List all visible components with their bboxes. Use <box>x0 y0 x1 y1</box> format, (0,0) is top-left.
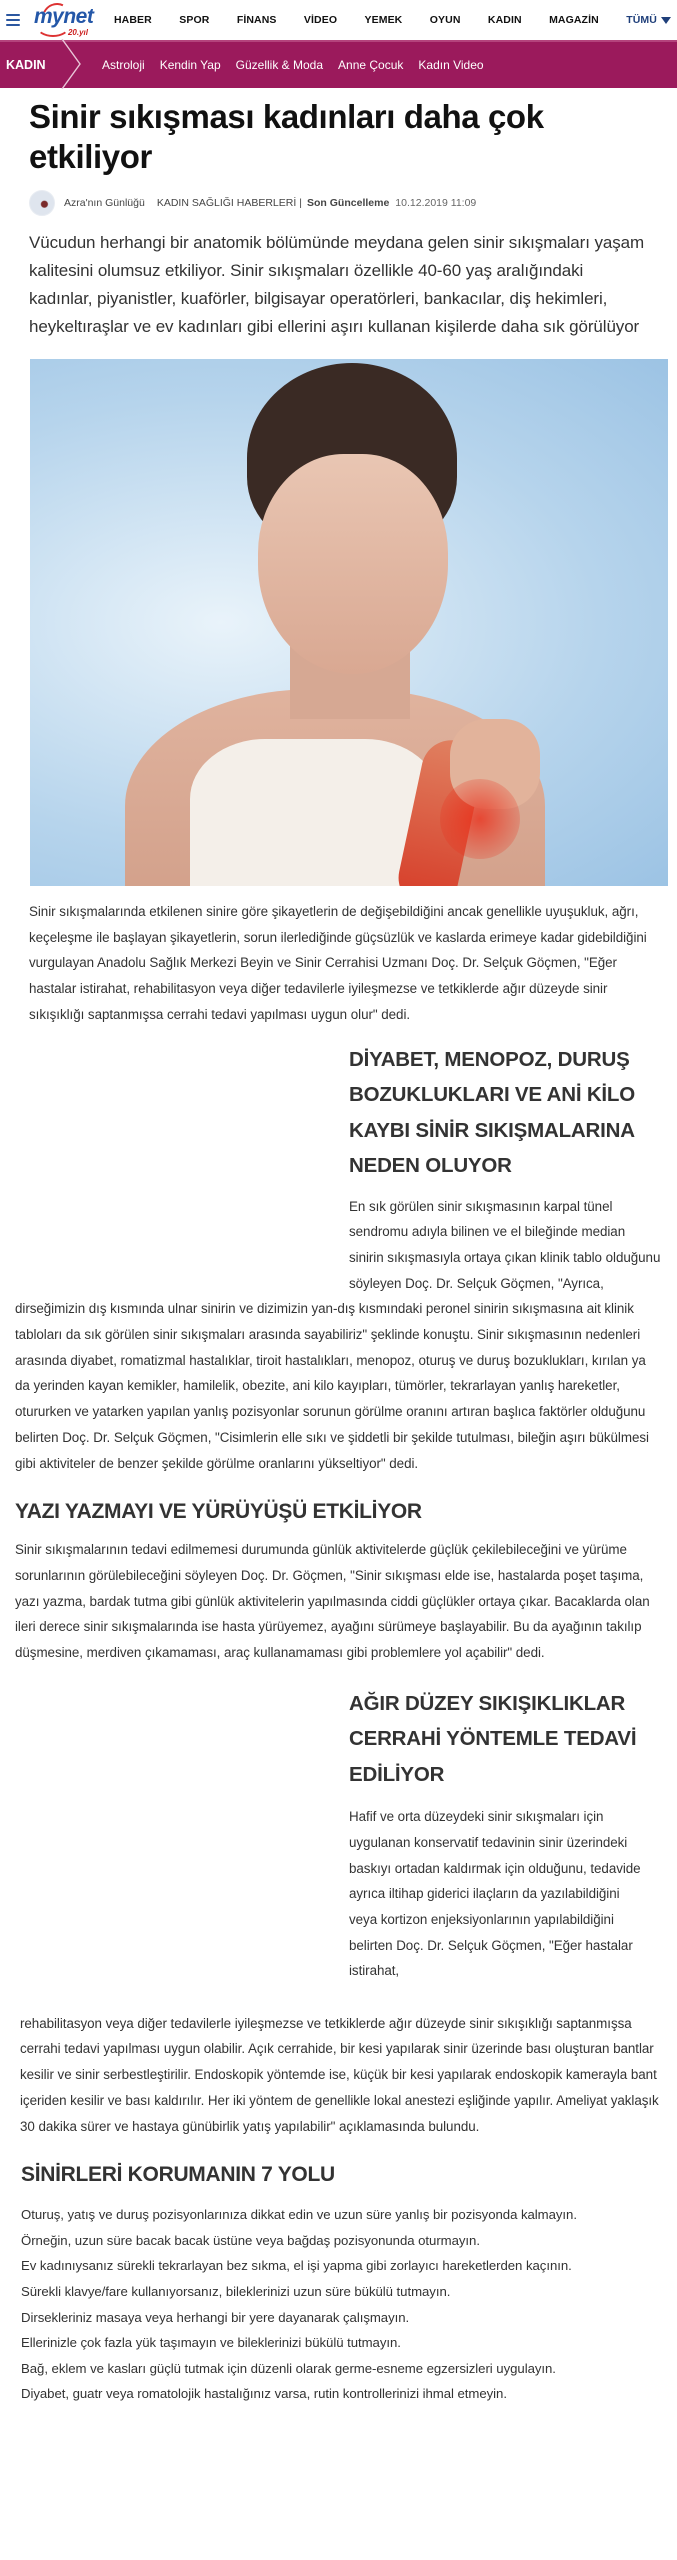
list-item: Oturuş, yatış ve duruş pozisyonlarınıza dikkat edin ve uzun süre yanlış bir pozisyonda kalmayın. <box>21 2207 577 2223</box>
author-name[interactable]: Azra'nın Günlüğü <box>64 197 145 209</box>
category-item-astroloji[interactable]: Astroloji <box>102 58 145 72</box>
author-avatar[interactable] <box>29 190 55 216</box>
section-text: Sinir sıkışmalarının tedavi edilmemesi durumunda günlük aktivitelerde güçlük çekilebileceğini ve yürüme sorunlarının görülebileceğini söyleyen Doç. Dr. Göçmen, "Sinir sıkışması elde ise, hastalarda poşet taşıma, yazı yazma, bardak tutma gibi günlük aktivitelerin yapılmasında ciddi güçlükler ortaya çıkar. Bacaklarda olan ileri derece sinir sıkışmalarında ise hasta yürüyemez, ayağını sürümeye başlayabilir. Bu da ayağının takılıp düşmesine, merdiven çıkamaması, araç kullanamaması gibi problemlere yol açabilir" dedi. <box>15 1542 650 1661</box>
logo-sub: 20.yıl <box>67 28 88 37</box>
list-item: Dirsekleriniz masaya veya herhangi bir yere dayanarak çalışmayın. <box>21 2309 410 2325</box>
nav-item-video[interactable]: VİDEO <box>303 14 338 26</box>
tips-list <box>21 2202 648 2407</box>
article <box>0 97 677 2467</box>
logo-word: mynet <box>34 5 94 28</box>
ad-placeholder <box>29 1686 349 2011</box>
section-text-full: rehabilitasyon veya diğer tedavilerle iyileşmezse ve tetkiklerde ağır düzeyde sinir sıkışıklığı saptanmışsa cerrahi tedavi yapılması uygun olabilir. Açık cerrahide, bir kesi yapılarak sinir üzerinde bası oluşturan bantlar kesilir ve sinir serbestleştirilir. Endoskopik yöntemde ise, küçük bir kesi yapılarak endoskopik kamerayla bant içeriden kesilir ve bası kaldırılır. Her iki yöntem de genellikle lokal anestezi eşliğinde yapılır. Ameliyat yaklaşık 30 dakika sürer ve hastaya günübirlik yatış yapılabilir" açıklamasında bulundu. <box>20 2015 659 2134</box>
meta-separator: | <box>299 197 303 209</box>
list-item: Örneğin, uzun süre bacak bacak üstüne veya bağdaş pozisyonunda oturmayın. <box>21 2232 480 2248</box>
category-item-anne-cocuk[interactable]: Anne Çocuk <box>338 58 404 72</box>
paragraph-1: Sinir sıkışmalarında etkilenen sinire göre şikayetlerin de değişebildiğini ancak genellikle uyuşukluk, ağrı, keçeleşme ile başlayan şikayetlerin, sorun ilerlediğinde güçsüzlük ve kaslarda erimeye kadar gidebildiğini vurgulayan Anadolu Sağlık Merkezi Beyin ve Sinir Cerrahisi Uzmanı Doç. Dr. Selçuk Göçmen, "Eğer hastalar istirahat, rehabilitasyon veya diğer tedavilerle iyileşmezse ve tetkiklerde ağır düzeyde sinir sıkışıklığı saptanmışsa cerrahi tedavi yapılması uygun olur" dedi. <box>29 904 647 1022</box>
nav-item-oyun[interactable]: OYUN <box>429 14 461 26</box>
top-navigation <box>0 0 677 40</box>
mynet-logo[interactable] <box>32 3 92 37</box>
nav-more-button[interactable] <box>626 14 671 26</box>
article-meta <box>29 189 648 217</box>
category-item-kadin-video[interactable]: Kadın Video <box>418 58 484 72</box>
article-title: Sinir sıkışması kadınları daha çok etkiliyor <box>29 98 544 175</box>
list-item: Sürekli klavye/fare kullanıyorsanız, bileklerinizi uzun süre bükülü tutmayın. <box>21 2284 451 2300</box>
category-link[interactable]: KADIN SAĞLIĞI HABERLERİ <box>156 197 297 209</box>
section-heading: AĞIR DÜZEY SIKIŞIKLIKLAR CERRAHİ YÖNTEMLE TEDAVİ EDİLİYOR <box>349 1691 637 1786</box>
nav-item-magazin[interactable]: MAGAZİN <box>549 14 599 26</box>
hero-image <box>30 359 668 886</box>
main-menu <box>114 14 671 26</box>
chevron-right-icon <box>58 41 88 89</box>
section-diabetes <box>15 1042 661 1477</box>
category-bar <box>0 40 677 88</box>
list-item: Diyabet, guatr veya romatolojik hastalığınız varsa, rutin kontrollerinizi ihmal etmeyin. <box>21 2386 507 2402</box>
nav-more-label: TÜMÜ <box>626 14 657 26</box>
updated-label: Son Güncelleme <box>307 197 390 209</box>
category-item-guzellik-moda[interactable]: Güzellik & Moda <box>235 58 324 72</box>
section-heading: YAZI YAZMAYI VE YÜRÜYÜŞÜ ETKİLİYOR <box>15 1500 422 1524</box>
list-item: Bağ, eklem ve kasları güçlü tutmak için düzenli olarak germe-esneme egzersizleri uygulayın. <box>21 2360 556 2376</box>
nav-item-haber[interactable]: HABER <box>114 14 152 26</box>
section-heading: DİYABET, MENOPOZ, DURUŞ BOZUKLUKLARI VE ANİ KİLO KAYBI SİNİR SIKIŞMALARINA NEDEN OLUYOR <box>349 1047 635 1178</box>
caret-down-icon <box>661 17 671 24</box>
section-heading: SİNİRLERİ KORUMANIN 7 YOLU <box>21 2163 335 2187</box>
nav-item-spor[interactable]: SPOR <box>179 14 210 26</box>
list-item: Ev kadınıysanız sürekli tekrarlayan bez sıkma, el işi yapma gibi zorlayıcı hareketlerden kaçının. <box>21 2258 572 2274</box>
section-surgery <box>20 1686 659 2140</box>
nav-item-kadin[interactable]: KADIN <box>487 14 522 26</box>
section-text-side: Hafif ve orta düzeydeki sinir sıkışmaları için uygulanan konservatif tedavinin sinir üzerindeki baskıyı ortadan kaldırmak için olduğunu, tedavide ayrıca iltihap giderici ilaçların da yazılabildiğini veya kortizon enjeksiyonlarının yapılabildiğini belirten Doç. Dr. Selçuk Göçmen, "Eğer hastalar istirahat, <box>349 1809 641 1979</box>
section-text: En sık görülen sinir sıkışmasının karpal tünel sendromu adıyla bilinen ve el bileğinde median sinirin sıkışmasıyla ortaya çıkan klinik tablo olduğunu söyleyen Doç. Dr. Selçuk Göçmen, "Ayrıca, dirseğimizin dış kısmında ulnar sinirin ve dizimizin yan-dış kısmındaki peronel sinirin sıkışmasına ait klinik tabloları da sık görülen sinir sıkışmaları arasında sayabiliriz" şeklinde konuştu. Sinir sıkışmasının nedenleri arasında diyabet, romatizmal hastalıklar, tiroit hastalıkları, menopoz, oturuş ve duruş bozuklukları, kırılan ya da yerinden kayan kemikler, hamilelik, obezite, ani kilo kayıpları, tümörler, tekrarlayan yanlış hareketler, otururken ve yatarken yapılan yanlış pozisyonlar sorunun görülme oranını artıran başlıca faktörler olduğunu belirten Doç. Dr. Selçuk Göçmen, "Cisimlerin elle sıkı ve şiddetli bir şekilde tutulması, bileğin aşırı bükülmesi gibi aktiviteler de benzer şekilde görülme oranlarını yükseltiyor" dedi. <box>15 1198 661 1471</box>
menu-icon[interactable] <box>6 14 20 26</box>
section-writing-walking <box>15 1498 650 1666</box>
article-lead: Vücudun herhangi bir anatomik bölümünde meydana gelen sinir sıkışmaları yaşam kalitesini olumsuz etkiliyor. Sinir sıkışmaları özellikle 40-60 yaş aralığındaki kadınlar, piyanistler, kuaförler, bilgisayar operatörleri, bankacılar, diş hekimleri, heykeltıraşlar ve ev kadınları gibi ellerini aşırı kullanan kişilerde daha sık görülüyor <box>29 233 645 336</box>
category-home-link[interactable]: KADIN <box>6 58 46 72</box>
nav-item-finans[interactable]: FİNANS <box>236 14 277 26</box>
category-item-kendin-yap[interactable]: Kendin Yap <box>159 58 221 72</box>
list-item: Ellerinizle çok fazla yük taşımayın ve bileklerinizi bükülü tutmayın. <box>21 2335 401 2351</box>
updated-date: 10.12.2019 11:09 <box>395 197 477 209</box>
category-menu <box>102 58 484 72</box>
ad-placeholder <box>29 1042 349 1294</box>
section-protect-nerves <box>21 2161 648 2407</box>
nav-item-yemek[interactable]: YEMEK <box>364 14 403 26</box>
